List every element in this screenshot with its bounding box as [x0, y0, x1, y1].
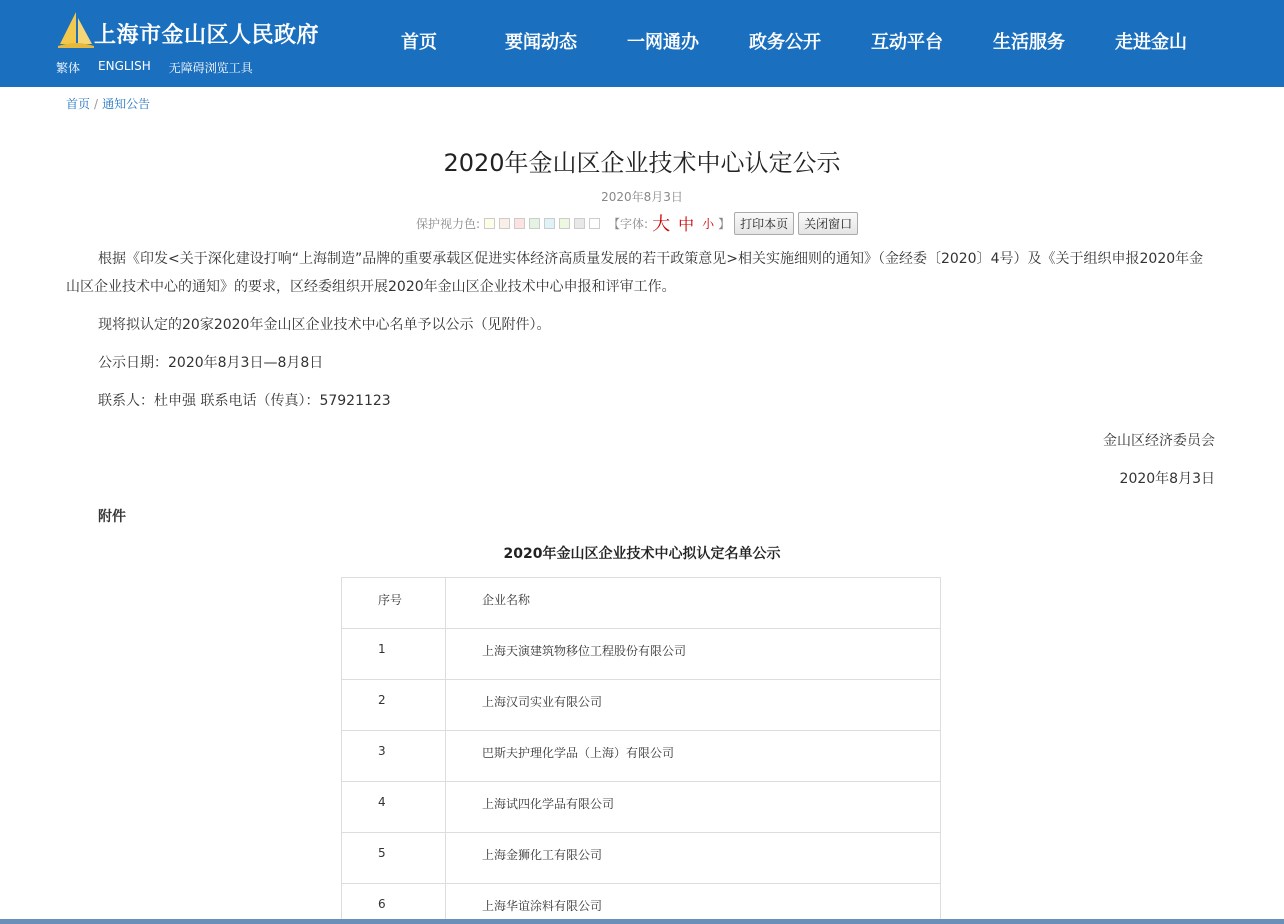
row-num: 2 — [342, 680, 446, 731]
header-num: 序号 — [342, 578, 446, 629]
paragraph-1-text: 根据《印发<关于深化建设打响“上海制造”品牌的重要承载区促进实体经济高质量发展的若干政策意见>相关实施细则的通知》（金经委〔2020〕4号）及《关于组织申报2020年金山区企业技术中心的通知》的要求，区经委组织开展2020年金山区企业技术中心申报和评审工作。 — [66, 251, 1204, 295]
paragraph-2-text: 现将拟认定的20家2020年金山区企业技术中心名单予以公示（见附件）。 — [98, 317, 551, 333]
bottom-scroll-edge — [0, 919, 1284, 924]
paragraph-2 — [66, 311, 1216, 339]
table-row — [342, 680, 941, 731]
table-row — [342, 833, 941, 884]
breadcrumb — [66, 95, 150, 112]
breadcrumb-home[interactable]: 首页 — [66, 97, 91, 111]
eye-protection-label: 保护视力色: — [416, 216, 481, 231]
paragraph-4-text: 联系人：杜申强 联系电话（传真）：57921123 — [98, 393, 391, 409]
eye-color-swatch[interactable] — [514, 218, 525, 229]
row-company-name: 上海汉司实业有限公司 — [446, 680, 941, 731]
close-window-button[interactable]: 关闭窗口 — [798, 212, 858, 235]
nav-news[interactable]: 要闻动态 — [505, 32, 577, 53]
eye-color-swatch[interactable] — [574, 218, 585, 229]
signature-date: 2020年8月3日 — [1119, 471, 1215, 487]
eye-color-swatches — [484, 218, 604, 229]
eye-color-swatch[interactable] — [529, 218, 540, 229]
utility-links — [56, 59, 271, 75]
nav-life-services[interactable]: 生活服务 — [993, 32, 1065, 53]
font-small-button[interactable]: 小 — [702, 216, 715, 231]
site-title[interactable]: 上海市金山区人民政府 — [94, 23, 320, 48]
paragraph-3-text: 公示日期：2020年8月3日—8月8日 — [98, 355, 324, 371]
nav-about-jinshan[interactable]: 走进金山 — [1115, 32, 1187, 53]
main-nav — [358, 28, 1212, 54]
row-num: 1 — [342, 629, 446, 680]
table-row — [342, 629, 941, 680]
row-company-name: 上海天演建筑物移位工程股份有限公司 — [446, 629, 941, 680]
eye-color-swatch[interactable] — [589, 218, 600, 229]
site-header — [0, 0, 1284, 87]
row-num: 3 — [342, 731, 446, 782]
accessibility-tools-link[interactable]: 无障碍浏览工具 — [168, 61, 253, 75]
row-num: 5 — [342, 833, 446, 884]
nav-home[interactable]: 首页 — [401, 32, 437, 53]
article-tools — [416, 211, 858, 235]
article-date: 2020年8月3日 — [601, 190, 683, 204]
eye-color-swatch[interactable] — [499, 218, 510, 229]
table-row — [342, 731, 941, 782]
header-name: 企业名称 — [446, 578, 941, 629]
font-medium-button[interactable]: 中 — [678, 214, 695, 234]
attachment-label: 附件 — [98, 509, 126, 525]
breadcrumb-notices[interactable]: 通知公告 — [102, 97, 151, 111]
row-num: 4 — [342, 782, 446, 833]
breadcrumb-separator: / — [94, 97, 99, 111]
row-company-name: 上海金狮化工有限公司 — [446, 833, 941, 884]
font-size-label: 【字体: — [608, 216, 649, 231]
table-title: 2020年金山区企业技术中心拟认定名单公示 — [503, 546, 781, 562]
paragraph-3 — [66, 349, 1216, 377]
eye-color-swatch[interactable] — [544, 218, 555, 229]
table-row — [342, 782, 941, 833]
nav-online-services[interactable]: 一网通办 — [627, 32, 699, 53]
table-header-row — [342, 578, 941, 629]
article-title: 2020年金山区企业技术中心认定公示 — [443, 149, 841, 177]
font-large-button[interactable]: 大 — [652, 214, 671, 235]
table-row — [342, 884, 941, 924]
row-company-name: 上海华谊涂料有限公司 — [446, 884, 941, 924]
row-company-name: 上海试四化学品有限公司 — [446, 782, 941, 833]
print-button[interactable]: 打印本页 — [734, 212, 794, 235]
company-table — [341, 577, 941, 924]
traditional-chinese-link[interactable]: 繁体 — [56, 61, 81, 75]
row-company-name: 巴斯夫护理化学品（上海）有限公司 — [446, 731, 941, 782]
eye-color-swatch[interactable] — [559, 218, 570, 229]
signature-org: 金山区经济委员会 — [1103, 433, 1215, 449]
row-num: 6 — [342, 884, 446, 924]
paragraph-1 — [66, 245, 1216, 301]
sail-logo-icon[interactable] — [56, 10, 96, 50]
font-size-close-bracket: 】 — [718, 216, 731, 231]
nav-interaction[interactable]: 互动平台 — [871, 32, 943, 53]
english-link[interactable]: ENGLISH — [98, 59, 151, 73]
paragraph-4 — [66, 387, 1216, 415]
eye-color-swatch[interactable] — [484, 218, 495, 229]
nav-government-affairs[interactable]: 政务公开 — [749, 32, 821, 53]
